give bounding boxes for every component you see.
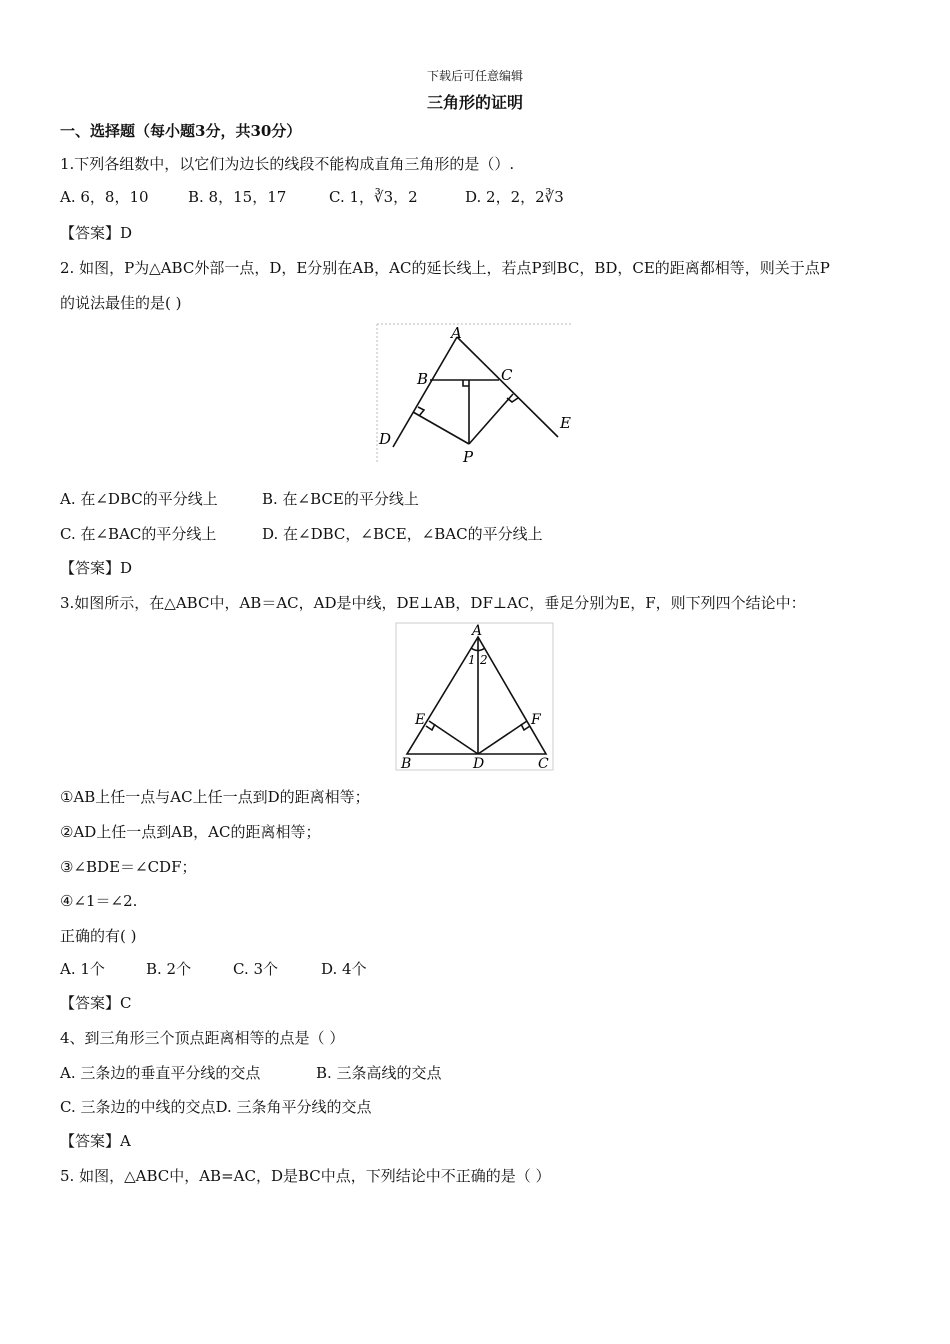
q4-option-b: B. 三条高线的交点 [316,1064,442,1082]
q3-statement-4: ④∠1＝∠2. [60,892,138,910]
page-title: 三角形的证明 [426,93,523,112]
q2-stem-line2: 的说法最佳的是( ) [60,294,182,312]
q3-option-a: A. 1个 [60,960,105,978]
q3-option-d: D. 4个 [321,960,367,978]
q3-option-c: C. 3个 [233,960,279,978]
q3-figure-border [396,623,553,770]
q2-option-c: C. 在∠BAC的平分线上 [60,525,217,543]
q1-options [60,186,564,208]
q3-statement-2: ②AD上任一点到AB，AC的距离相等； [60,823,321,841]
q2-options-row1 [60,488,419,510]
q2-options-row2 [60,523,543,545]
q2-line-ad [393,337,457,447]
q2-stem-line1: 2. 如图，P为△ABC外部一点，D，E分别在AB，AC的延长线上，若点P到BC，BD，CE的距离都相等，则关于点P [60,259,830,277]
q3-figure [395,620,555,772]
q3-prompt: 正确的有( ) [60,927,137,945]
q2-label-p: P [463,448,474,466]
q3-label-2: 2 [480,653,488,667]
q3-label-d: D [473,756,485,772]
q3-answer: 【答案】C [60,994,132,1012]
q2-label-c: C [501,366,513,384]
q1-stem: 1.下列各组数中，以它们为边长的线段不能构成直角三角形的是（）. [60,155,515,173]
q2-right-angle-bc [463,380,469,386]
q1-option-a: A. 6，8，10 [60,188,149,206]
q2-line-p-to-bd [413,412,469,444]
q2-label-a: A [451,324,462,342]
q3-label-f: F [531,712,541,728]
header-note: 下载后可任意编辑 [426,69,523,83]
q1-option-b: B. 8，15，17 [188,188,287,206]
q3-statement-1: ①AB上任一点与AC上任一点到D的距离相等； [60,788,370,806]
q4-stem: 4、到三角形三个顶点距离相等的点是（ ） [60,1029,345,1047]
q2-figure [373,322,578,467]
q2-right-angle-ce [507,398,518,402]
q2-option-b: B. 在∠BCE的平分线上 [262,490,419,508]
q1-answer: 【答案】D [60,224,133,242]
q3-options [60,958,367,980]
q2-line-p-to-ce [469,394,513,444]
q1-option-c: C. 1，∛3，2 [329,188,418,206]
q3-line-de [429,721,478,754]
q2-line-ae [457,337,558,437]
q2-option-d: D. 在∠DBC，∠BCE，∠BAC的平分线上 [262,525,543,543]
q3-option-b: B. 2个 [146,960,192,978]
section-heading: 一、选择题（每小题3分，共30分） [60,122,302,140]
q3-triangle-abc [407,637,546,754]
q4-options-row1 [60,1062,442,1084]
q4-options-row2: C. 三条边的中线的交点D. 三条角平分线的交点 [60,1098,372,1116]
q2-option-a: A. 在∠DBC的平分线上 [60,490,218,508]
q3-label-e: E [415,712,426,728]
q1-option-d: D. 2，2，2∛3 [465,188,564,206]
q3-stem: 3.如图所示，在△ABC中，AB＝AC，AD是中线，DE⊥AB，DF⊥AC，垂足分别为E，F，则下列四个结论中： [60,594,806,612]
q5-stem: 5. 如图，△ABC中，AB=AC，D是BC中点，下列结论中不正确的是（ ） [60,1167,551,1185]
q4-option-a: A. 三条边的垂直平分线的交点 [60,1064,261,1082]
q3-label-a: A [472,623,483,639]
q3-label-1: 1 [468,653,476,667]
q4-answer: 【答案】A [60,1132,131,1150]
q2-label-d: D [379,430,392,448]
q3-statement-3: ③∠BDE＝∠CDF； [60,858,197,876]
q3-label-c: C [538,756,549,772]
q2-answer: 【答案】D [60,559,133,577]
q3-line-df [478,721,527,754]
q2-label-b: B [417,370,429,388]
q2-label-e: E [560,414,571,432]
q3-label-b: B [401,756,412,772]
